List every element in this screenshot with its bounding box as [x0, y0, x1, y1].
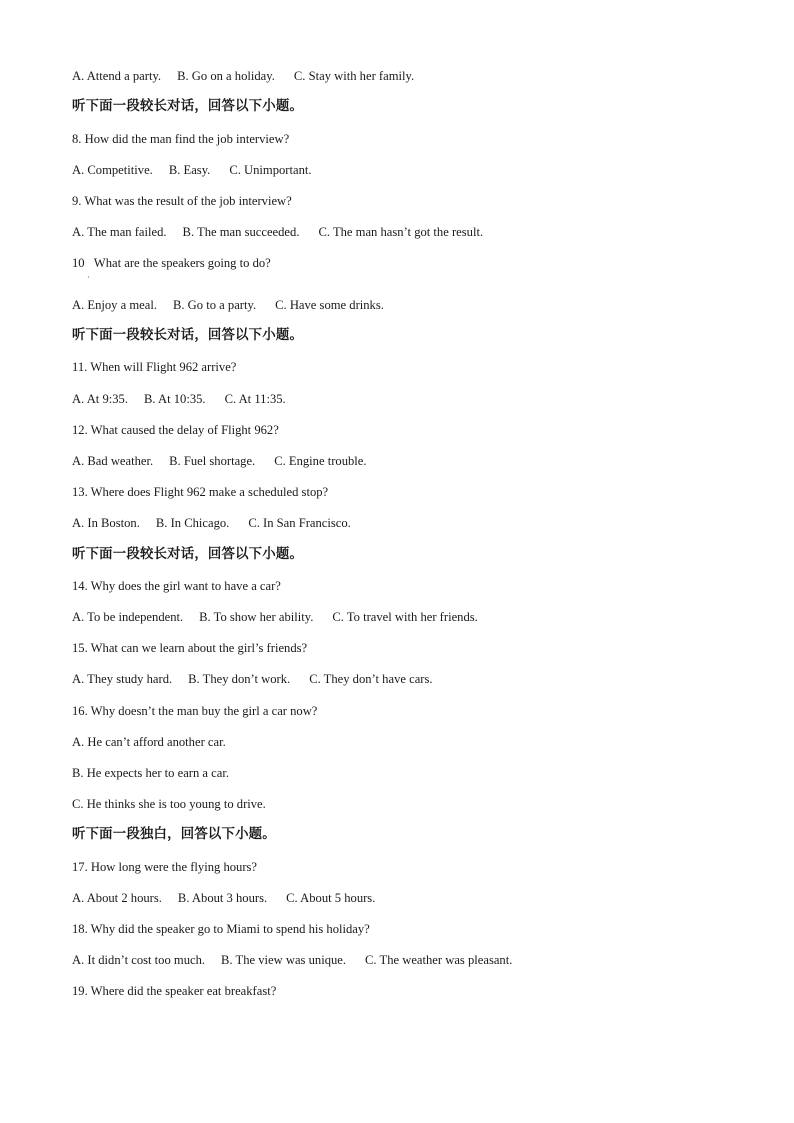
answer-options	[72, 453, 367, 469]
question-text: 13. Where does Flight 962 make a scheduled stop?	[72, 485, 329, 499]
answer-option: A. Attend a party.	[72, 69, 162, 83]
answer-option: C. At 11:35.	[224, 392, 286, 406]
answer-option: C. In San Francisco.	[248, 516, 351, 530]
answer-option: B. The man succeeded.	[182, 225, 300, 239]
answer-option: A. Bad weather.	[72, 454, 154, 468]
question-text: 19. Where did the speaker eat breakfast?	[72, 984, 277, 998]
answer-option: B. To show her ability.	[199, 610, 314, 624]
answer-option: A. They study hard.	[72, 672, 173, 686]
section-heading: 听下面一段较长对话，回答以下小题。	[72, 547, 304, 562]
answer-option: C. The weather was pleasant.	[365, 953, 513, 967]
answer-options	[72, 224, 483, 240]
answer-option: A. The man failed.	[72, 225, 167, 239]
answer-options	[72, 952, 512, 968]
answer-option: A. In Boston.	[72, 516, 140, 530]
question-text: C. He thinks she is too young to drive.	[72, 797, 266, 811]
answer-option: A. Enjoy a meal.	[72, 298, 157, 312]
answer-option: A. At 9:35.	[72, 392, 128, 406]
answer-options	[72, 391, 286, 407]
question-text: 17. How long were the flying hours?	[72, 860, 258, 874]
answer-options	[72, 609, 478, 625]
answer-option: C. To travel with her friends.	[332, 610, 478, 624]
answer-option: B. At 10:35.	[143, 392, 206, 406]
answer-option: C. Unimportant.	[229, 163, 312, 177]
stray-dot: ·	[87, 273, 90, 282]
answer-option: B. Fuel shortage.	[169, 454, 256, 468]
question-text: 15. What can we learn about the girl’s friends?	[72, 641, 308, 655]
answer-option: C. The man hasn’t got the result.	[318, 225, 484, 239]
answer-options	[72, 515, 351, 531]
answer-options	[72, 890, 375, 906]
question-text: 8. How did the man find the job interview?	[72, 132, 290, 146]
answer-option: C. They don’t have cars.	[309, 672, 433, 686]
question-text: 12. What caused the delay of Flight 962?	[72, 423, 279, 437]
answer-options	[72, 68, 414, 84]
question-text: 10 What are the speakers going to do?	[72, 256, 271, 270]
answer-option: B. Go on a holiday.	[177, 69, 275, 83]
section-heading: 听下面一段独白，回答以下小题。	[72, 827, 276, 842]
answer-option: B. In Chicago.	[155, 516, 230, 530]
answer-option: A. It didn’t cost too much.	[72, 953, 206, 967]
answer-option: C. Have some drinks.	[275, 298, 384, 312]
answer-option: B. The view was unique.	[221, 953, 347, 967]
answer-option: A. To be independent.	[72, 610, 184, 624]
question-text: 18. Why did the speaker go to Miami to spend his holiday?	[72, 922, 370, 936]
answer-option: C. About 5 hours.	[286, 891, 376, 905]
section-heading: 听下面一段较长对话，回答以下小题。	[72, 99, 304, 114]
question-text: A. He can’t afford another car.	[72, 735, 226, 749]
answer-options	[72, 297, 384, 313]
question-text: 14. Why does the girl want to have a car?	[72, 579, 281, 593]
answer-option: B. Easy.	[168, 163, 211, 177]
answer-option: B. About 3 hours.	[177, 891, 268, 905]
answer-options	[72, 162, 312, 178]
question-text: 11. When will Flight 962 arrive?	[72, 360, 237, 374]
answer-option: B. Go to a party.	[172, 298, 257, 312]
question-text: 9. What was the result of the job interview?	[72, 194, 292, 208]
answer-option: C. Engine trouble.	[274, 454, 367, 468]
answer-option: B. They don’t work.	[188, 672, 291, 686]
answer-option: C. Stay with her family.	[293, 69, 415, 83]
question-text: B. He expects her to earn a car.	[72, 766, 229, 780]
answer-options	[72, 671, 433, 687]
answer-option: A. About 2 hours.	[72, 891, 162, 905]
answer-option: A. Competitive.	[72, 163, 153, 177]
section-heading: 听下面一段较长对话，回答以下小题。	[72, 328, 304, 343]
question-text: 16. Why doesn’t the man buy the girl a car now?	[72, 704, 318, 718]
